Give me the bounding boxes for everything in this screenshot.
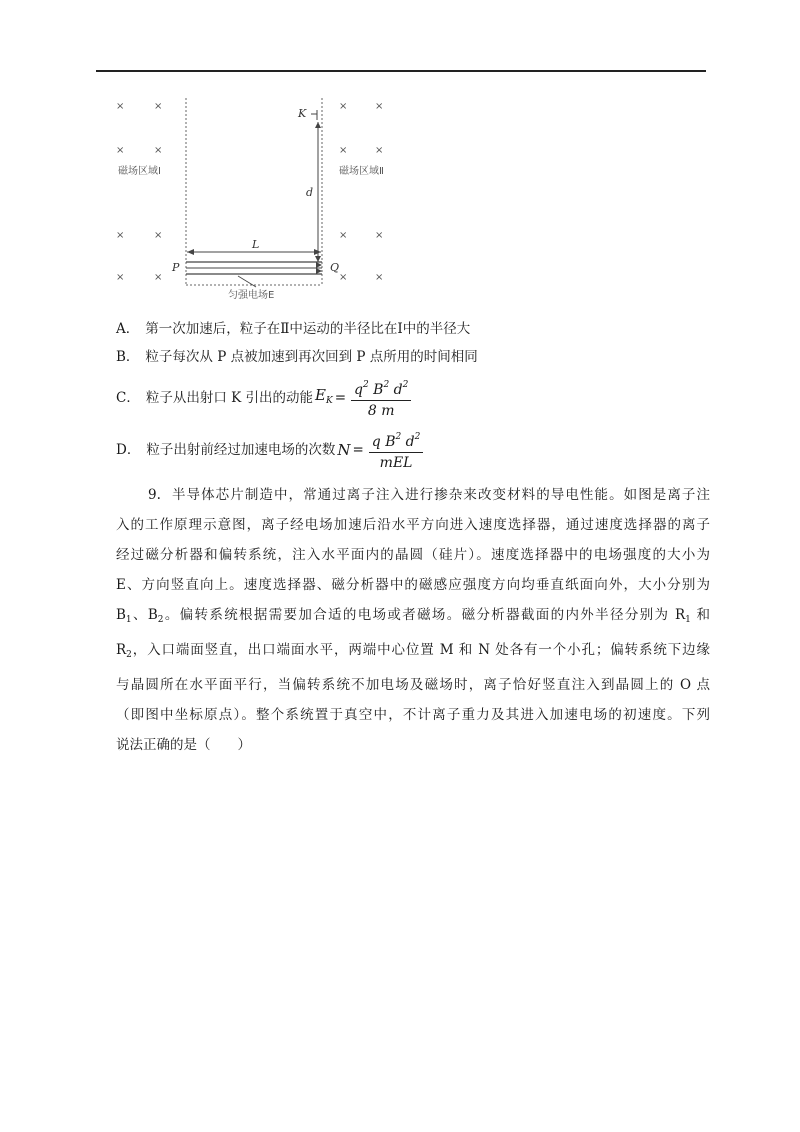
field-label: 匀强电场E: [228, 290, 275, 301]
paragraph-line: E、方向竖直向上。速度选择器、磁分析器中的磁感应强度方向均垂直纸面向外，大小分别为: [116, 577, 710, 593]
cross-mark: ×: [339, 101, 348, 112]
label-p: P: [172, 261, 180, 274]
arrow-head: [316, 262, 322, 268]
figure-svg: [110, 90, 410, 305]
fraction-numerator: $q^2$ $B^2$ $d^2$: [351, 376, 411, 401]
fraction-numerator: q $B^2$ $d^2$: [369, 428, 424, 453]
option-d: [116, 428, 423, 472]
option-c: [116, 376, 411, 420]
cross-mark: ×: [375, 145, 384, 156]
region2-label: 磁场区域Ⅱ: [339, 166, 384, 177]
paragraph-line: $R_2$，入口端面竖直，出口端面水平，两端中心位置 M 和 N 处各有一个小孔；偏转系统下边缘: [116, 642, 710, 660]
paragraph-line: 9. 半导体芯片制造中，常通过离子注入进行掺杂来改变材料的导电性能。如图是离子注: [148, 487, 710, 503]
arrow-head: [187, 249, 194, 255]
cross-mark: ×: [375, 272, 384, 283]
formula-fraction: [369, 428, 424, 472]
label-l: L: [252, 238, 260, 251]
cross-mark: ×: [154, 145, 163, 156]
arrow-head: [316, 268, 322, 274]
option-letter: B．: [116, 349, 140, 365]
region1-label: 磁场区域Ⅰ: [118, 166, 161, 177]
arrow-head: [315, 122, 321, 128]
cross-mark: ×: [339, 230, 348, 241]
cross-mark: ×: [154, 272, 163, 283]
equals-sign: =: [334, 390, 347, 406]
label-k: K: [298, 107, 307, 120]
option-b: [116, 347, 478, 367]
option-letter: D．: [116, 442, 141, 458]
option-text: 粒子出射前经过加速电场的次数: [146, 442, 336, 458]
option-letter: C．: [116, 390, 140, 406]
header-rule: [96, 70, 706, 72]
option-text: 粒子每次从 P 点被加速到再次回到 P 点所用的时间相同: [145, 349, 478, 365]
question-number: 9.: [148, 487, 161, 503]
option-letter: A．: [116, 321, 140, 337]
paragraph-line: 说法正确的是（ ）: [116, 737, 251, 753]
formula-fraction: [351, 376, 411, 420]
paragraph-line: （即图中坐标原点）。整个系统置于真空中，不计离子重力及其进入加速电场的初速度。下列: [116, 707, 710, 723]
paragraph-line: $B_1$、$B_2$。偏转系统根据需要加合适的电场或者磁场。磁分析器截面的内外半径分别为 $R_1$ 和: [116, 607, 711, 625]
paragraph-line: 与晶圆所在水平面平行，当偏转系统不加电场及磁场时，离子恰好竖直注入到晶圆上的 O 点: [116, 677, 710, 693]
cross-mark: ×: [375, 101, 384, 112]
cross-mark: ×: [116, 101, 125, 112]
formula-lhs: $E_K$: [315, 386, 333, 406]
cross-mark: ×: [154, 101, 163, 112]
paragraph-line: 经过磁分析器和偏转系统，注入水平面内的晶圆（硅片）。速度选择器中的电场强度的大小为: [116, 547, 710, 563]
label-q: Q: [330, 261, 340, 274]
option-text: 第一次加速后，粒子在Ⅱ中运动的半径比在Ⅰ中的半径大: [145, 321, 471, 337]
fraction-denominator: mEL: [379, 455, 413, 471]
paragraph-line: 入的工作原理示意图，离子经电场加速后沿水平方向进入速度选择器，通过速度选择器的离子: [116, 517, 710, 533]
equals-sign: =: [352, 442, 364, 458]
label-d: d: [306, 186, 314, 199]
option-a: [116, 319, 470, 339]
cyclotron-figure: [110, 90, 410, 305]
arrow-head: [315, 256, 321, 262]
cross-mark: ×: [116, 272, 125, 283]
formula-lhs: N: [337, 441, 351, 459]
question-9-paragraph: [116, 480, 710, 760]
fraction-denominator: 8 m: [367, 403, 395, 419]
option-text: 粒子从出射口 K 引出的动能: [145, 390, 314, 406]
cross-mark: ×: [116, 145, 125, 156]
cross-mark: ×: [339, 272, 348, 283]
cross-mark: ×: [375, 230, 384, 241]
cross-mark: ×: [116, 230, 125, 241]
cross-mark: ×: [154, 230, 163, 241]
cross-mark: ×: [339, 145, 348, 156]
